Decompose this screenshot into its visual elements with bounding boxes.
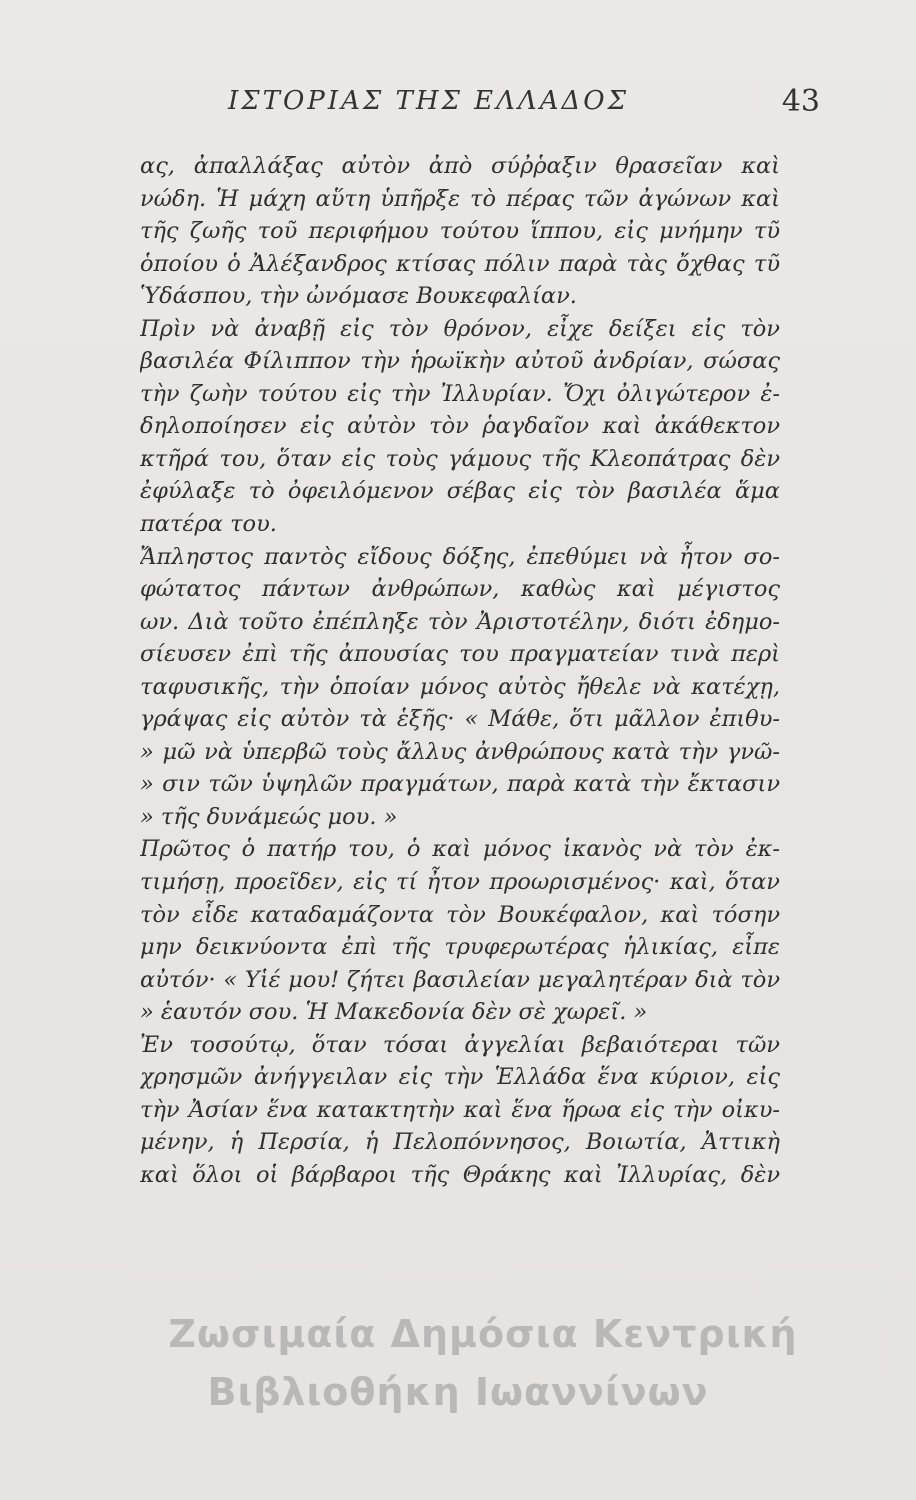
body-text [140, 150, 780, 1192]
text-line: ταφυσικῆς, τὴν ὁποίαν μόνος αὐτὸς ἤθελε νὰ κατέχῃ, [140, 673, 780, 700]
text-line: » σιν τῶν ὑψηλῶν πραγμάτων, παρὰ κατὰ τὴν ἔκτασιν [140, 771, 780, 798]
text-line: τιμήσῃ, προεῖδεν, εἰς τί ἦτον προωρισμένος· καὶ, ὅταν [140, 869, 780, 896]
text-line: βασιλέα Φίλιππον τὴν ἡρωϊκὴν αὐτοῦ ἀνδρίαν, σώσας [140, 348, 780, 375]
library-watermark-line2: Βιβλιοθήκη Ιωαννίνων [207, 1370, 709, 1414]
text-line: δηλοποίησεν εἰς αὐτὸν τὸν ῥαγδαῖον καὶ ἀκάθεκτον [140, 413, 780, 440]
text-line: τὴν Ἀσίαν ἕνα κατακτητὴν καὶ ἕνα ἥρωα εἰς τὴν οἰκυ- [140, 1096, 780, 1123]
text-line: μην δεικνύοντα ἐπὶ τῆς τρυφερωτέρας ἡλικίας, εἶπε [140, 934, 780, 961]
text-line: Ἐν τοσούτῳ, ὅταν τόσαι ἀγγελίαι βεβαιότεραι τῶν [140, 1031, 780, 1058]
text-line: φώτατος πάντων ἀνθρώπων, καθὼς καὶ μέγιστος [140, 576, 780, 603]
text-line: » ἑαυτόν σου. Ἡ Μακεδονία δὲν σὲ χωρεῖ. » [140, 999, 648, 1026]
text-line: μένην, ἡ Περσία, ἡ Πελοπόννησος, Βοιωτία, Ἀττικὴ [140, 1129, 780, 1156]
text-line: ων. Διὰ τοῦτο ἐπέπληξε τὸν Ἀριστοτέλην, διότι ἐδημο- [140, 608, 780, 635]
text-line: ας, ἀπαλλάξας αὐτὸν ἀπὸ σύῤῥαξιν θρασεῖαν καὶ [140, 153, 780, 179]
text-line: τὴν ζωὴν τούτου εἰς τὴν Ἰλλυρίαν. Ὄχι ὀλιγώτερον ἐ- [140, 380, 780, 407]
text-line: ἐφύλαξε τὸ ὀφειλόμενον σέβας εἰς τὸν βασιλέα ἅμα [140, 478, 780, 505]
text-line: σίευσεν ἐπὶ τῆς ἀπουσίας του πραγματείαν τινὰ περὶ [140, 641, 780, 668]
running-head: ΙΣΤΟΡΙΑΣ ΤΗΣ ΕΛΛΑΔΟΣ [228, 86, 629, 116]
text-line: » τῆς δυνάμεώς μου. » [140, 803, 398, 830]
text-line: Πρὶν νὰ ἀναβῇ εἰς τὸν θρόνον, εἶχε δείξει εἰς τὸν [140, 315, 780, 342]
text-line: Ὑδάσπου, τὴν ὠνόμασε Βουκεφαλίαν. [140, 283, 577, 310]
page-number: 43 [781, 84, 820, 119]
text-line: αὐτόν· « Υἱέ μου! ζήτει βασιλείαν μεγαλητέραν διὰ τὸν [140, 966, 780, 993]
text-line: καὶ ὅλοι οἱ βάρβαροι τῆς Θράκης καὶ Ἰλλυρίας, δὲν [140, 1161, 780, 1188]
text-line: τῆς ζωῆς τοῦ περιφήμου τούτου ἵππου, εἰς μνήμην τῦ [140, 218, 780, 245]
text-line: νώδη. Ἡ μάχη αὕτη ὑπῆρξε τὸ πέρας τῶν ἀγώνων καὶ [140, 185, 780, 212]
text-line: τὸν εἶδε καταδαμάζοντα τὸν Βουκέφαλον, καὶ τόσην [140, 901, 780, 928]
text-line: ὁποίου ὁ Ἀλέξανδρος κτίσας πόλιν παρὰ τὰς ὄχθας τῦ [140, 250, 780, 277]
library-watermark-line1: Ζωσιμαία Δημόσια Κεντρική [168, 1312, 798, 1356]
page-header [140, 86, 820, 130]
text-line: Πρῶτος ὁ πατήρ του, ὁ καὶ μόνος ἱκανὸς νὰ τὸν ἐκ- [140, 836, 780, 863]
text-line: κτῆρά του, ὅταν εἰς τοὺς γάμους τῆς Κλεοπάτρας δὲν [140, 445, 780, 472]
text-line: γράψας εἰς αὐτὸν τὰ ἑξῆς· « Μάθε, ὅτι μᾶλλον ἐπιθυ- [140, 706, 780, 733]
text-line: Ἄπληστος παντὸς εἴδους δόξης, ἐπεθύμει νὰ ἦτον σο- [140, 543, 780, 570]
text-line: πατέρα του. [140, 511, 277, 538]
text-line: χρησμῶν ἀνήγγειλαν εἰς τὴν Ἑλλάδα ἕνα κύριον, εἰς [140, 1064, 780, 1091]
text-line: » μῶ νὰ ὑπερβῶ τοὺς ἄλλυς ἀνθρώπους κατὰ τὴν γνῶ- [140, 738, 780, 765]
